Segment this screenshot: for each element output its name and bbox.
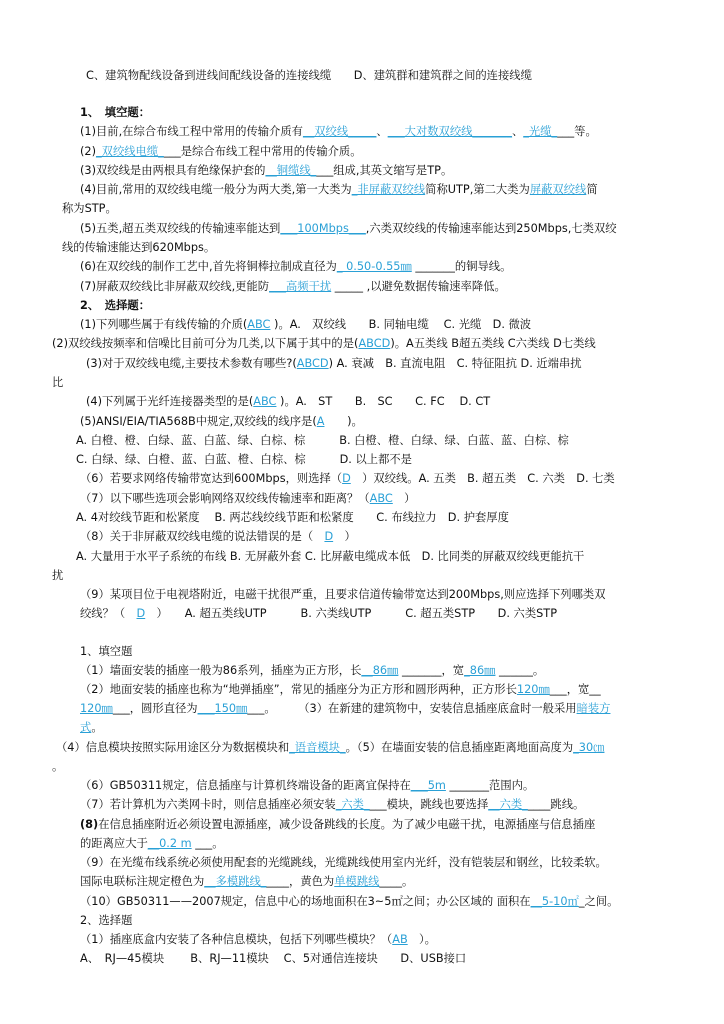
line-text: 国际电联标注规定橙色为 — [80, 875, 205, 888]
answer-text: D — [136, 607, 146, 620]
line-text: )。A. 双绞线 B. 同轴电缆 C. 光缆 D. 微波 — [270, 318, 532, 331]
line-text: （8）关于非屏蔽双绞线电缆的说法错误的是（ — [80, 530, 325, 543]
answer-text: AB — [392, 933, 408, 946]
text-line — [86, 68, 532, 84]
line-text: _之间。 — [578, 895, 619, 908]
line-text: （9）某项目位于电视塔附近，电磁干扰很严重，且要求信道传输带宽达到200Mbps,则应选择下列哪类双 — [80, 588, 606, 601]
line-text: A、 RJ—45模块 B、RJ—11模块 C、5对通信连接块 D、USB接口 — [80, 952, 467, 965]
text-line — [80, 144, 362, 160]
answer-text: _30㎝ — [573, 741, 605, 754]
line-text: ___组成,其英文缩写是TP。 — [316, 164, 453, 177]
text-line — [76, 433, 569, 449]
answer-text: 120㎜ — [80, 702, 113, 715]
text-line — [80, 124, 597, 140]
line-text: 、 — [511, 125, 524, 138]
line-text: ____，黄色为 — [266, 875, 335, 888]
line-text: （9）在光缆布线系统必须使用配套的光缆跳线，光缆跳线使用室内光纤，没有铠装层和钢丝，比较柔软。 — [80, 856, 607, 869]
line-text: (6)在双绞线的制作工艺中,首先将铜棒拉制成直径为 — [80, 260, 337, 273]
text-line — [80, 932, 436, 948]
answer-text: _非屏蔽双绞线 — [351, 183, 426, 196]
text-line — [80, 259, 511, 275]
text-line — [80, 279, 506, 295]
answer-text: _光缆_ — [523, 125, 558, 138]
line-text: ） — [333, 530, 356, 543]
text-line — [80, 701, 610, 717]
text-line — [52, 568, 63, 584]
text-line — [62, 201, 117, 217]
line-text: _______，宽 — [398, 664, 465, 677]
text-line — [52, 375, 63, 391]
line-text: 2、选择题 — [80, 914, 133, 927]
line-text: ___模块，跳线也要选择 — [369, 798, 489, 811]
line-text: ______。 — [495, 664, 545, 677]
text-line — [80, 221, 617, 237]
text-line — [80, 720, 103, 736]
answer-text: 式 — [80, 721, 92, 734]
answer-text: D — [342, 472, 351, 485]
line-text: _____ ,以避免数据传输速率降低。 — [331, 280, 506, 293]
line-text: 。 — [52, 760, 64, 773]
line-text: ___。 — [191, 837, 224, 850]
text-line — [80, 606, 557, 622]
line-text: ____。 — [379, 875, 414, 888]
text-line — [80, 163, 452, 179]
text-line — [76, 549, 584, 565]
text-line — [80, 836, 224, 852]
line-text: (4)下列属于光纤连接器类型的是( — [86, 395, 254, 408]
line-text: 绞线？（ — [80, 607, 137, 620]
line-text: ___等。 — [557, 125, 597, 138]
text-line — [80, 682, 601, 698]
line-text: （1）墙面安装的插座一般为86系列，插座为正方形，长 — [80, 664, 362, 677]
answer-text: ABC — [247, 318, 271, 331]
line-text: 比 — [52, 376, 64, 389]
answer-text: _双绞线电缆_ — [96, 145, 164, 158]
text-line — [80, 797, 584, 813]
line-text: A. 大量用于水平子系统的布线 B. 无屏蔽外套 C. 比屏蔽电缆成本低 D. 比同类的屏蔽双绞线更能抗干 — [76, 550, 585, 563]
answer-text: __双绞线_____ — [302, 125, 377, 138]
line-text: （6）若要求网络传输带宽达到600Mbps，则选择（ — [80, 472, 343, 485]
line-text: 。（5）在墙面安装的信息插座距离地面高度为 — [345, 741, 574, 754]
line-text: (8) — [80, 818, 99, 831]
answer-text: ABCD — [296, 357, 329, 370]
answer-text: ___5m — [410, 779, 446, 792]
line-text: (1)目前,在综合布线工程中常用的传输介质有 — [80, 125, 303, 138]
line-text: ___，圆形直径为 — [112, 702, 198, 715]
text-line — [52, 336, 596, 352]
text-line — [80, 471, 615, 487]
answer-text: __86㎜ — [361, 664, 399, 677]
line-text: (5)ANSI/EIA/TIA568B中规定,双绞线的线序是( — [80, 415, 317, 428]
line-text: _______范围内。 — [445, 779, 535, 792]
line-text: )。 — [324, 415, 363, 428]
text-line — [76, 452, 412, 468]
line-text: ）双绞线。A. 五类 B. 超五类 C. 六类 D. 七类 — [350, 472, 615, 485]
line-text: (1)下列哪些属于有线传输的介质( — [80, 318, 248, 331]
text-line — [80, 105, 150, 121]
text-line — [80, 913, 132, 929]
line-text: A. 4对绞线节距和松紧度 B. 两芯线绞线节距和松紧度 C. 布线拉力 D. 护套厚度 — [76, 511, 509, 524]
text-line — [80, 778, 534, 794]
line-text: 简称UTP,第二大类为 — [425, 183, 530, 196]
line-text: C. 白绿、绿、白橙、蓝、白蓝、橙、白棕、棕 D. 以上都不是 — [76, 453, 412, 466]
line-text: (4)目前,常用的双绞线电缆一般分为两大类,第一大类为 — [80, 183, 352, 196]
line-text: ____跳线。 — [527, 798, 585, 811]
line-text: 简 — [586, 183, 598, 196]
text-line — [80, 951, 466, 967]
line-text: （2）地面安装的插座也称为“地弹插座”，常见的插座分为正方形和圆形两种，正方形长 — [80, 683, 517, 696]
line-text: ,六类双绞线的传输速率能达到250Mbps,七类双绞 — [365, 222, 617, 235]
line-text: （7）以下哪些选项会影响网络双绞线传输速率和距离？（ — [80, 492, 370, 505]
text-line — [80, 317, 531, 333]
line-text: (7)屏蔽双绞线比非屏蔽双绞线,更能防 — [80, 280, 270, 293]
answer-text: ABC — [369, 492, 393, 505]
text-line — [86, 356, 582, 372]
line-text: )。A. ST B. SC C. FC D. CT — [276, 395, 491, 408]
answer-text: ___100Mbps___ — [280, 222, 366, 235]
text-line — [86, 394, 490, 410]
line-text: (3)双绞线是由两根具有绝缘保护套的 — [80, 164, 266, 177]
line-text: （6）GB50311规定，信息插座与计算机终端设备的距离宜保持在 — [80, 779, 411, 792]
line-text: A. 白橙、橙、白绿、蓝、白蓝、绿、白棕、棕 B. 白橙、橙、白绿、绿、白蓝、蓝、白棕、棕 — [76, 434, 569, 447]
answer-text: __5-10㎡ — [530, 895, 579, 908]
answer-text: ___大对数双绞线_______ — [387, 125, 512, 138]
text-line — [80, 529, 356, 545]
line-text: 线的传输速能达到620Mbps。 — [62, 241, 216, 254]
line-text: 的距离应大于 — [80, 837, 148, 850]
answer-text: _ 0.50-0.55㎜ — [336, 260, 412, 273]
line-text: (5)五类,超五类双绞线的传输速率能达到 — [80, 222, 281, 235]
text-line — [80, 874, 413, 890]
answer-text: ___高频干扰 — [269, 280, 332, 293]
line-text: （4）信息模块按照实际用途区分为数据模块和 — [56, 741, 290, 754]
answer-text: 暗装方 — [576, 702, 611, 715]
answer-text: D — [324, 530, 334, 543]
line-text: ) A. 衰减 B. 直流电阻 C. 特征阻抗 D. 近端串扰 — [328, 357, 582, 370]
text-line — [80, 855, 607, 871]
line-text: 称为STP。 — [62, 202, 117, 215]
answer-text: ___150㎜ — [197, 702, 248, 715]
text-line — [80, 663, 544, 679]
answer-text: __0.2 m — [147, 837, 192, 850]
answer-text: __多模跳线_ — [204, 875, 267, 888]
line-text: ___。 （3）在新建的建筑物中，安装信息插座底盒时一般采用 — [247, 702, 577, 715]
answer-text: 120㎜ — [516, 683, 550, 696]
line-text: 2、 选择题： — [80, 299, 150, 312]
line-text: （7）若计算机为六类网卡时，则信息插座必须安装 — [80, 798, 336, 811]
line-text: ） A. 超五类线UTP B. 六类线UTP C. 超五类STP D. 六类STP — [145, 607, 558, 620]
answer-text: _语音模块_ — [289, 741, 346, 754]
text-line — [62, 240, 215, 256]
answer-text: _六类_ — [335, 798, 370, 811]
line-text: （10）GB50311——2007规定，信息中心的场地面积在3~5㎡之间；办公区域的 面积在 — [80, 895, 531, 908]
answer-text: ABC — [253, 395, 277, 408]
line-text: 。 — [91, 721, 103, 734]
line-text: 1、 填空题： — [80, 106, 150, 119]
text-line — [80, 587, 606, 603]
text-line — [52, 759, 63, 775]
line-text: （1）插座底盒内安装了各种信息模块，包括下列哪些模块？（ — [80, 933, 393, 946]
line-text: )。A五类线 B超五类线 C六类线 D七类线 — [390, 337, 596, 350]
answer-text: ABCD — [358, 337, 391, 350]
text-line — [80, 414, 363, 430]
line-text: C、建筑物配线设备到进线间配线设备的连接线缆 D、建筑群和建筑群之间的连接线缆 — [86, 69, 532, 82]
line-text: ___，宽__ — [549, 683, 601, 696]
text-line — [56, 740, 604, 756]
line-text: 1、填空题 — [80, 645, 133, 658]
text-line — [76, 510, 509, 526]
text-line — [80, 182, 598, 198]
line-text: (2)双绞线按频率和信噪比目前可分为几类,以下属于其中的是( — [52, 337, 359, 350]
line-text: ） — [392, 492, 416, 505]
line-text: 、 — [376, 125, 388, 138]
answer-text: 屏蔽双绞线 — [529, 183, 587, 196]
answer-text: _86㎜ — [464, 664, 496, 677]
line-text: ）。 — [407, 933, 436, 946]
answer-text: A — [316, 415, 325, 428]
answer-text: __铜缆线_ — [265, 164, 317, 177]
text-line — [80, 817, 595, 833]
line-text: 在信息插座附近必须设置电源插座，减少设备跳线的长度。为了减少电磁干扰，电源插座与信息插座 — [98, 818, 596, 831]
answer-text: __六类_ — [488, 798, 528, 811]
text-line — [80, 644, 132, 660]
text-line — [80, 894, 618, 910]
line-text: (2) — [80, 145, 97, 158]
line-text: (3)对于双绞线电缆,主要技术参数有哪些?( — [86, 357, 297, 370]
line-text: _______的铜导线。 — [411, 260, 512, 273]
answer-text: 单模跳线 — [334, 875, 380, 888]
text-line — [80, 298, 150, 314]
text-line — [80, 491, 415, 507]
line-text: 扰 — [52, 569, 64, 582]
line-text: ___是综合布线工程中常用的传输介质。 — [163, 145, 362, 158]
